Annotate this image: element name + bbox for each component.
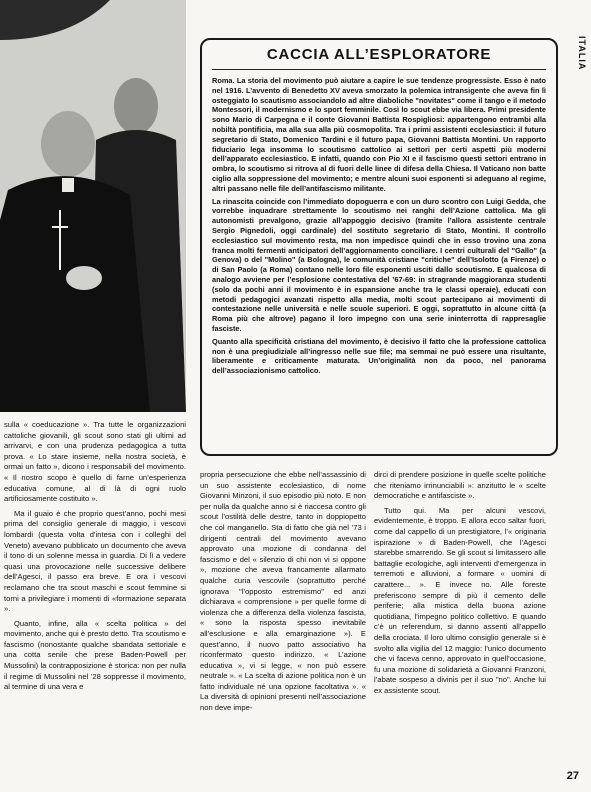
sidebar-article — [200, 38, 558, 456]
col3-paragraph-2: Tutto qui. Ma per alcuni vescovi, evidentemente, è troppo. E allora ecco saltar fuori, come dal cappello di un prestigiatore, l’« originaria ispirazione » di Baden-Powell, che l’Agesci starebbe smarrendo. Se gli scout si limitassero alle battaglie ecologiche, agli interventi d’emergenza in terremoti e alluvioni, a formare « uomini di carattere... ». E invece no. Alle foreste preferiscono sempre di più il cemento delle periferie; alla mistica della buona azione quotidiana, l’impegno politico collettivo. E quando c’è un referendum, si danno assenti all’appello della crociata. Il loro ultimo consiglio generale si è svolto alla vigilia del 12 maggio: l’unico documento che vi faceva cenno, approvato in quell’occasione, fu una mozione di solidarietà a Giovanni Franzoni, l’abate sospeso a divinis per il suo "no". Anche lui ex assistente scout. — [374, 505, 546, 695]
column-3 — [374, 470, 546, 782]
title-rule — [212, 69, 546, 70]
col2-paragraph-1: propria persecuzione che ebbe nell’assassinio di un suo assistente ecclesiastico, di nome Giovanni Minzoni, il suo episodio più noto. E non per nulla da qualche anno si è riaccesa contro gli scout l’ostilità delle destre, tanto in doppiopetto che col manganello. Sta di fatto che già nel ’73 i dirigenti centrali del movimento avevano approvato una mozione di condanna del fascismo e del « silenzio di chi non vi si oppone », mozione che aveva francamente allarmato qualche curia vescovile (soprattutto perché ignorava "l’opposto estremismo" ed anzi dichiarava « comprensione » per quelle forme di violenza che a differenza della violenza fascista, « sono la risposta spesso inevitabile all’esclusione e alla emarginazione »). E quest’anno, il nuovo patto associativo ha riconfermato questo indirizzo. « L’azione educativa », vi si legge, « non può essere neutrale ». « La scelta di azione politica non è un fatto individuale né una opzione facoltativa ». « La diversità di opinioni presenti nell’associazione non deve impe- — [200, 470, 366, 713]
column-1 — [4, 420, 186, 782]
photo-clergy — [0, 0, 186, 412]
col1-paragraph-2: Ma il guaio è che proprio quest’anno, pochi mesi prima del consiglio generale di maggio, i vescovi lombardi (questa volta d’intesa con i colleghi del Veneto) avevano pubblicato un documento che aveva il tono di un solenne messa in guardia. Di lì a vedere quasi una provocazione nelle successive delibere dell’Agesci, il passo era breve. E ora i vescovi reclamano che tra scout maschi e scout femmine si torni a privilegiare i momenti di «formazione separata ». — [4, 508, 186, 614]
col1-paragraph-1: sulla « coeducazione ». Tra tutte le organizzazioni cattoliche giovanili, gli scout sono stati gli ultimi ad arrivarvi, e con una prudenza pedagogica a tutta prova. « Lo stare insieme, nella nostra società, è ormai un fatto », dicono i responsabili del movimento. « Il nostro scopo è quello di farne un’esperienza educativa comune, al di là di ogni ruolo artificiosamente costituito ». — [4, 420, 186, 504]
col1-paragraph-3: Quanto, infine, alla « scelta politica » del movimento, anche qui è presto detto. Tra scoutismo e fascismo (nonostante qualche sbandata settoriale e una cotta senile che prese Baden-Powell per Mussolini) la contrapposizione è storica: non per nulla il regime di Mussolini nel ’28 soppresse il movimento, al termine di una vera e — [4, 618, 186, 692]
col3-paragraph-1: dirci di prendere posizione in quelle scelte politiche che riteniamo irrinunciabili »: anzitutto le « scelte democratiche e antifasciste ». — [374, 470, 546, 501]
box-title: CACCIA ALL’ESPLORATORE — [266, 46, 492, 63]
box-paragraph-3: Quanto alla specificità cristiana del movimento, è decisivo il fatto che la professione cattolica non è una pregiudiziale all’ingresso nelle sue file; ma semmai ne può essere una risultante, liberamente e criticamente maturata. Un’originalità non da poco, nel panorama dell’associazionismo cattolico. — [212, 336, 546, 376]
section-label: ITALIA — [577, 36, 587, 71]
page-number: 27 — [566, 770, 579, 782]
column-2 — [200, 470, 366, 782]
box-paragraph-2: La rinascita coincide con l’immediato dopoguerra e con un duro scontro con Luigi Gedda, che vorrebbe inquadrare strettamente lo scoutismo nei ranghi dell’Azione cattolica. Ma gli autonomisti prevalgono, grazie all’appoggio decisivo (tramite l’allora assistente centrale Sergio Pignedoli, oggi cardinale) del sostituto segretario di Stato, Montini. Il controllo ecclesiastico sul movimento resta, ma non impedisce quindi che in esso trovino una zona franca molti fermenti anticipatori dell’aggiornamento conciliare. I centri culturali del "Gallo" (a Genova) o del "Molino" (a Bologna), le comunità cristiane "critiche" dell’Isolotto (a Firenze) o di San Paolo (a Roma) contano nelle loro file esponenti usciti dallo scoutismo. E qualcosa di analogo avviene per l’esplosione contestativa del ’67-69: in stragrande maggioranza studenti (solo da pochi anni il movimento è in espansione anche tra le classi operaie), educati con metodi pedagogici avanzati rispetto alla media, molti scout partecipano ai movimenti di contestazione nelle università e nelle scuole superiori. E oggi, soprattutto in alcune città (a Roma più che altrove) pagano il loro impegno con una serie ininterrotta di rappresaglie fasciste. — [212, 196, 546, 333]
box-paragraph-1: Roma. La storia del movimento può aiutare a capire le sue tendenze progressiste. Esso è nato nel 1916. L’avvento di Benedetto XV aveva smorzato la polemica intransigente che aveva fin lì osteggiato lo scautismo associandolo ad altre diaboliche "novitates" come il tango e il metodo Montessori, il modernismo e lo sport femminile. Così lo scout ebbe via libera. Primi presidente sono Mario di Carpegna e il conte Giovanni Battista Rospigliosi: appartengono entrambi alla nobiltà pontificia, ma alla sua alla più cosmopolita. Tra i primi assistenti ecclesiastici: il futuro segretario di Stato, Domenico Tardini e il futuro papa, Giovanni Battista Montini. Un rapporto fiduciario lega insomma lo scoutismo cattolico ai settori per certi aspetti più moderni dell’apparato ecclesiastico. E infatti, quando con Pio XI e il fascismo questi settori entrano in ombra, lo scoutismo si ritrova al di fuori delle linee di difesa della Chiesa. Il Vaticano non batte ciglio alla soppressione del movimento; e mentre alcuni suoi esponenti si adeguano al regime, altri passano nelle file dell’antifascismo militante. — [212, 76, 546, 193]
